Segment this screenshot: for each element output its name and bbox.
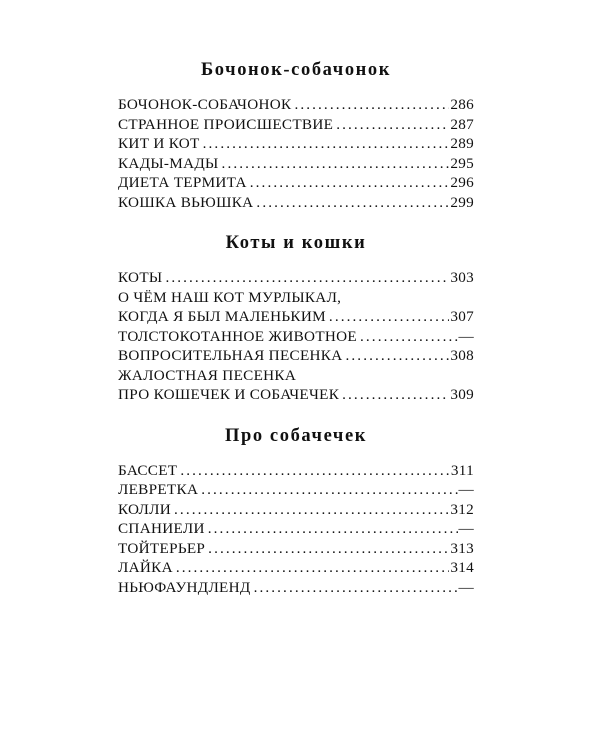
dot-leader bbox=[176, 558, 449, 578]
dot-leader bbox=[336, 115, 449, 135]
toc-entry-title: ВОПРОСИТЕЛЬНАЯ ПЕСЕНКА bbox=[118, 347, 343, 364]
toc-list bbox=[118, 95, 474, 212]
dot-leader bbox=[208, 519, 458, 539]
dot-leader bbox=[201, 480, 457, 500]
toc-entry[interactable] bbox=[118, 346, 474, 366]
toc-entry-line bbox=[118, 578, 474, 598]
toc-entry-line bbox=[118, 539, 474, 559]
toc-entry-title: ТОЛСТОКОТАННОЕ ЖИВОТНОЕ bbox=[118, 327, 358, 345]
toc-entry[interactable] bbox=[118, 480, 474, 500]
toc-entry-line bbox=[118, 558, 474, 578]
toc-entry-title: КИТ И КОТ bbox=[118, 135, 200, 152]
toc-entry-title: СПАНИЕЛИ bbox=[118, 520, 205, 537]
toc-section bbox=[118, 231, 474, 405]
toc-entry[interactable] bbox=[118, 500, 474, 520]
toc-page-number: — bbox=[458, 327, 474, 345]
toc-page-number: 309 bbox=[450, 386, 474, 403]
toc-page-number: 299 bbox=[450, 193, 474, 211]
toc-entry-line bbox=[118, 519, 474, 539]
toc-entry-title: БАССЕТ bbox=[118, 461, 178, 479]
toc-entry-line bbox=[118, 385, 474, 405]
toc-entry[interactable] bbox=[118, 115, 474, 135]
toc-page-number: 311 bbox=[450, 461, 474, 479]
toc-entry-title: КОГДА Я БЫЛ МАЛЕНЬКИМ bbox=[118, 308, 326, 325]
section-title: Про собачечек bbox=[224, 425, 368, 446]
toc-entry-title: ЛЕВРЕТКА bbox=[118, 481, 199, 498]
section-title: Коты и кошки bbox=[225, 233, 367, 253]
toc-entry[interactable] bbox=[118, 95, 474, 115]
dot-leader bbox=[250, 173, 450, 193]
dot-leader bbox=[174, 500, 449, 520]
toc-section bbox=[118, 58, 474, 212]
toc-entry-title: ТОЙТЕРЬЕР bbox=[118, 539, 206, 557]
dot-leader bbox=[256, 193, 449, 213]
toc-page-number: 307 bbox=[450, 308, 474, 325]
toc-entry[interactable] bbox=[118, 519, 474, 539]
dot-leader bbox=[180, 461, 450, 481]
dot-leader bbox=[254, 578, 458, 598]
section-title: Бочонок-собачонок bbox=[200, 60, 392, 80]
toc-entry-line bbox=[118, 346, 474, 366]
dot-leader bbox=[360, 327, 457, 347]
toc-entry-line bbox=[118, 327, 474, 347]
toc-page-number: 312 bbox=[450, 500, 474, 518]
toc-entry-line bbox=[118, 193, 474, 213]
toc-entry[interactable] bbox=[118, 461, 474, 481]
toc-entry-title: СТРАННОЕ ПРОИСШЕСТВИЕ bbox=[118, 115, 334, 133]
toc-page-number: 296 bbox=[450, 174, 474, 191]
toc-section bbox=[118, 424, 474, 598]
toc-entry[interactable] bbox=[118, 539, 474, 559]
toc-entry-title: ЖАЛОСТНАЯ ПЕСЕНКА bbox=[118, 366, 297, 384]
dot-leader bbox=[342, 385, 449, 405]
toc-page-number: 286 bbox=[450, 96, 474, 113]
toc-entry-line bbox=[118, 134, 474, 154]
toc-entry-title: ДИЕТА ТЕРМИТА bbox=[118, 174, 247, 191]
dot-leader bbox=[329, 307, 449, 327]
toc-entry-line bbox=[118, 500, 474, 520]
toc-page-number: — bbox=[458, 481, 474, 498]
toc-entry-title: КОЛЛИ bbox=[118, 500, 172, 518]
toc-entry[interactable] bbox=[118, 558, 474, 578]
toc-entry[interactable] bbox=[118, 154, 474, 174]
toc-page-number: 314 bbox=[450, 559, 474, 576]
toc-entry[interactable] bbox=[118, 193, 474, 213]
dot-leader bbox=[222, 154, 450, 174]
toc-entry[interactable] bbox=[118, 268, 474, 288]
toc-entry-line bbox=[118, 173, 474, 193]
toc-entry-line bbox=[118, 480, 474, 500]
toc-entry[interactable] bbox=[118, 134, 474, 154]
toc-entry-title: О ЧЁМ НАШ КОТ МУРЛЫКАЛ, bbox=[118, 288, 342, 306]
toc-entry[interactable] bbox=[118, 366, 474, 405]
toc-entry-title: КАДЫ-МАДЫ bbox=[118, 154, 219, 172]
toc-entry-line bbox=[118, 115, 474, 135]
toc-entry-title: КОШКА ВЬЮШКА bbox=[118, 193, 254, 211]
toc-entry-line bbox=[118, 307, 474, 327]
toc-entry-line bbox=[118, 461, 474, 481]
toc-entry[interactable] bbox=[118, 288, 474, 327]
toc-entry-line bbox=[118, 154, 474, 174]
toc-page-number: 303 bbox=[450, 269, 474, 286]
toc-entry-line bbox=[118, 288, 474, 308]
toc-page-number: — bbox=[458, 578, 474, 596]
dot-leader bbox=[346, 346, 450, 366]
toc-page-number: 289 bbox=[450, 135, 474, 152]
toc-entry-title: КОТЫ bbox=[118, 269, 163, 286]
dot-leader bbox=[203, 134, 450, 154]
toc-entry-line bbox=[118, 366, 474, 386]
dot-leader bbox=[208, 539, 449, 559]
toc-entry[interactable] bbox=[118, 173, 474, 193]
toc-entry[interactable] bbox=[118, 327, 474, 347]
toc-page-number: 295 bbox=[450, 154, 474, 172]
dot-leader bbox=[165, 268, 449, 288]
table-of-contents bbox=[118, 58, 474, 597]
toc-list bbox=[118, 461, 474, 598]
toc-entry-title: ЛАЙКА bbox=[118, 559, 173, 576]
toc-entry-line bbox=[118, 95, 474, 115]
toc-entry-title: НЬЮФАУНДЛЕНД bbox=[118, 578, 251, 596]
toc-entry-title: БОЧОНОК-СОБАЧОНОК bbox=[118, 96, 292, 113]
toc-page-number: 287 bbox=[450, 115, 474, 133]
toc-page-number: — bbox=[458, 520, 474, 537]
toc-entry[interactable] bbox=[118, 578, 474, 598]
toc-entry-title: ПРО КОШЕЧЕК И СОБАЧЕЧЕК bbox=[118, 386, 340, 403]
toc-page-number: 313 bbox=[450, 539, 474, 557]
dot-leader bbox=[294, 95, 449, 115]
toc-entry-line bbox=[118, 268, 474, 288]
toc-list bbox=[118, 268, 474, 405]
toc-page-number: 308 bbox=[450, 347, 474, 364]
